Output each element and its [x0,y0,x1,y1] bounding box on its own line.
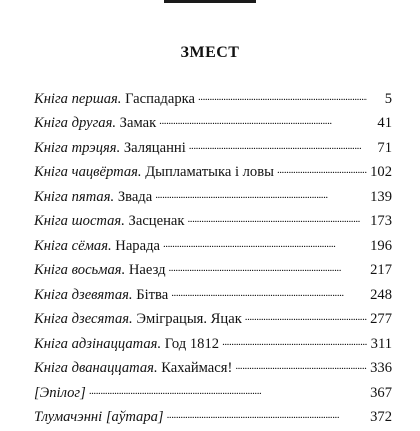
dot-leader [155,186,367,201]
toc-entry-prefix: Кніга трэцяя. [34,140,120,156]
toc-entry-prefix: Кніга пятая. [34,189,114,205]
toc-entry-page: 5 [370,91,392,108]
toc-entry-text [34,385,86,402]
dot-leader [89,382,367,397]
toc-entry[interactable] [34,407,392,431]
dot-leader [159,113,367,128]
toc-entry[interactable] [34,284,392,309]
toc-entry[interactable] [34,113,392,138]
toc-entry[interactable] [34,333,392,358]
toc-entry[interactable] [34,211,392,236]
toc-entry-page: 139 [370,189,392,206]
toc-entry-title: Заляцанні [124,140,186,156]
toc-entry-title: Засценак [129,213,185,229]
toc-entry-title: Гаспадарка [125,91,195,107]
toc-entry-page: 217 [370,262,392,279]
dot-leader [167,407,367,422]
toc-entry-title: Звада [118,189,152,205]
toc-entry-prefix: Кніга першая. [34,91,121,107]
toc-entry-page: 277 [370,311,392,328]
toc-entry-page: 71 [370,140,392,157]
toc-entry-title: Наезд [129,262,166,278]
toc-entry-title: Нарада [115,238,160,254]
toc-entry-prefix: Кніга шостая. [34,213,125,229]
toc-entry[interactable] [34,358,392,383]
toc-entry-title: Кахаймася! [161,360,232,376]
toc-entry-text [34,238,160,255]
toc-entry-text [34,287,168,304]
dot-leader [235,358,367,373]
toc-entry[interactable] [34,260,392,285]
toc-entry-prefix: Кніга дзесятая. [34,311,133,327]
toc-entry-text [34,262,166,279]
toc-entry-text [34,213,184,230]
toc-entry-text [34,336,219,353]
toc-entry-text [34,189,152,206]
toc-entry-title: Эміграцыя. Яцак [136,311,241,327]
dot-leader [198,88,367,103]
toc-entry-title: Дыпламатыка і ловы [145,164,274,180]
dot-leader [187,211,367,226]
toc-entry-page: 367 [370,385,392,402]
toc-entry-text [34,164,274,181]
toc-entry-page: 336 [370,360,392,377]
toc-entry-text [34,409,164,426]
toc-entry-prefix: [Эпілог] [34,385,86,401]
dot-leader [171,284,367,299]
top-rule [164,0,256,3]
toc-entry[interactable] [34,382,392,407]
toc-entry-page: 311 [370,336,392,353]
toc-entry-text [34,360,232,377]
toc-entry-title: Замак [120,115,157,131]
toc-entry-page: 41 [370,115,392,132]
dot-leader [189,137,367,152]
dot-leader [222,333,367,348]
toc-entry-prefix: Кніга восьмая. [34,262,125,278]
toc-entry-page: 248 [370,287,392,304]
toc-entry[interactable] [34,162,392,187]
toc-entry-title: Год 1812 [165,336,219,352]
toc-entry[interactable] [34,137,392,162]
toc-entry-prefix: Кніга дзевятая. [34,287,133,303]
toc-entry-prefix: Кніга дванаццатая. [34,360,158,376]
toc-entry-text [34,311,242,328]
toc-entry-page: 173 [370,213,392,230]
toc-entry-page: 372 [370,409,392,426]
toc-entry-prefix: Кніга чацвёртая. [34,164,142,180]
toc-entry-page: 196 [370,238,392,255]
toc-entry-text [34,140,186,157]
dot-leader [277,162,367,177]
toc-entry[interactable] [34,186,392,211]
toc-entry[interactable] [34,88,392,113]
toc-entry-prefix: Кніга другая. [34,115,116,131]
toc-entry-page: 102 [370,164,392,181]
dot-leader [169,260,368,275]
toc-entry-text [34,115,156,132]
toc-entry-text [34,91,195,108]
toc-entry[interactable] [34,309,392,334]
toc-list [34,88,392,431]
toc-entry[interactable] [34,235,392,260]
toc-entry-prefix: Кніга сёмая. [34,238,112,254]
toc-entry-prefix: Кніга адзінаццатая. [34,336,161,352]
toc-entry-title: Бітва [136,287,168,303]
toc-title: ЗМЕСТ [0,43,420,63]
dot-leader [245,309,367,324]
dot-leader [163,235,367,250]
toc-entry-prefix: Тлумачэнні [аўтара] [34,409,164,425]
